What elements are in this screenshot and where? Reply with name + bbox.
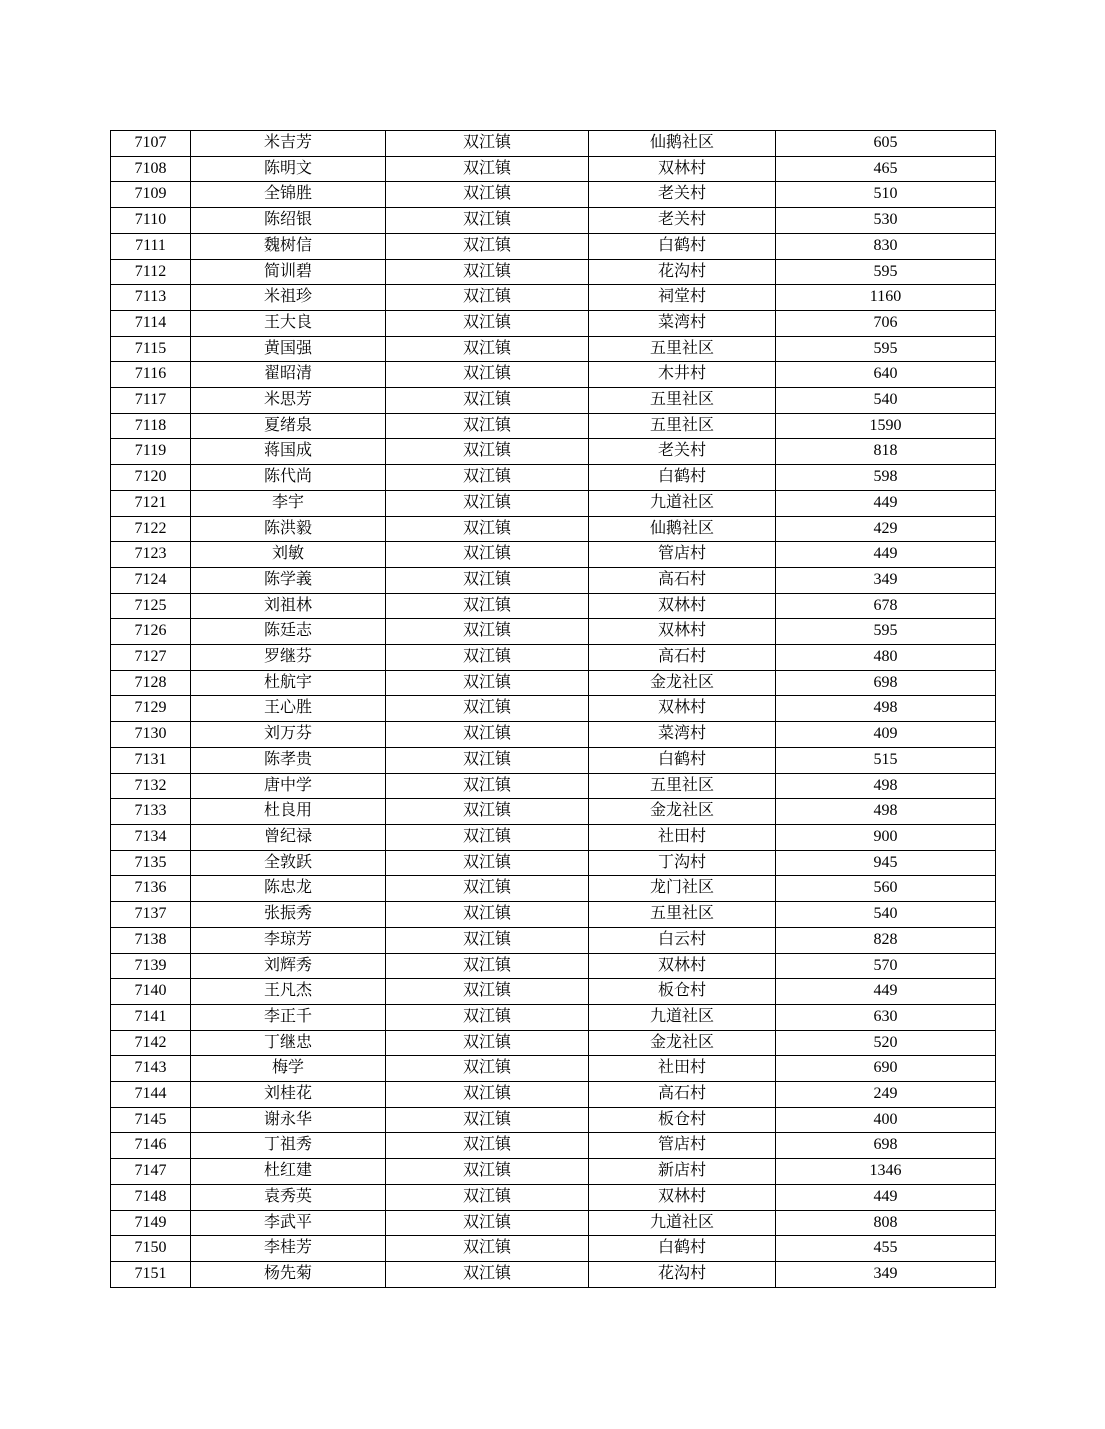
table-row <box>111 979 996 1005</box>
village-cell: 金龙社区 <box>589 1030 776 1056</box>
village-cell: 木井村 <box>589 362 776 388</box>
name-cell: 王大良 <box>191 310 386 336</box>
village-cell: 高石村 <box>589 645 776 671</box>
village-cell: 高石村 <box>589 567 776 593</box>
village-cell: 白鹤村 <box>589 465 776 491</box>
town-cell: 双江镇 <box>386 696 589 722</box>
table-row <box>111 902 996 928</box>
name-cell: 张振秀 <box>191 902 386 928</box>
amount-cell: 1160 <box>776 285 996 311</box>
village-cell: 双林村 <box>589 156 776 182</box>
town-cell: 双江镇 <box>386 1210 589 1236</box>
town-cell: 双江镇 <box>386 1082 589 1108</box>
town-cell: 双江镇 <box>386 516 589 542</box>
town-cell: 双江镇 <box>386 670 589 696</box>
amount-cell: 945 <box>776 850 996 876</box>
serial-number-cell: 7129 <box>111 696 191 722</box>
village-cell: 社田村 <box>589 824 776 850</box>
amount-cell: 400 <box>776 1107 996 1133</box>
town-cell: 双江镇 <box>386 156 589 182</box>
town-cell: 双江镇 <box>386 979 589 1005</box>
serial-number-cell: 7115 <box>111 336 191 362</box>
table-row <box>111 465 996 491</box>
amount-cell: 570 <box>776 953 996 979</box>
town-cell: 双江镇 <box>386 259 589 285</box>
amount-cell: 409 <box>776 722 996 748</box>
town-cell: 双江镇 <box>386 850 589 876</box>
village-cell: 五里社区 <box>589 413 776 439</box>
serial-number-cell: 7139 <box>111 953 191 979</box>
amount-cell: 449 <box>776 490 996 516</box>
table-row <box>111 259 996 285</box>
name-cell: 陈代尚 <box>191 465 386 491</box>
amount-cell: 540 <box>776 902 996 928</box>
serial-number-cell: 7142 <box>111 1030 191 1056</box>
village-cell: 花沟村 <box>589 259 776 285</box>
serial-number-cell: 7148 <box>111 1184 191 1210</box>
serial-number-cell: 7149 <box>111 1210 191 1236</box>
town-cell: 双江镇 <box>386 336 589 362</box>
serial-number-cell: 7145 <box>111 1107 191 1133</box>
serial-number-cell: 7144 <box>111 1082 191 1108</box>
village-cell: 九道社区 <box>589 490 776 516</box>
table-row <box>111 413 996 439</box>
town-cell: 双江镇 <box>386 824 589 850</box>
serial-number-cell: 7133 <box>111 799 191 825</box>
amount-cell: 349 <box>776 1261 996 1287</box>
table-row <box>111 490 996 516</box>
village-cell: 双林村 <box>589 953 776 979</box>
amount-cell: 449 <box>776 1184 996 1210</box>
village-cell: 白鹤村 <box>589 233 776 259</box>
town-cell: 双江镇 <box>386 645 589 671</box>
name-cell: 夏绪泉 <box>191 413 386 439</box>
town-cell: 双江镇 <box>386 799 589 825</box>
table-row <box>111 1159 996 1185</box>
serial-number-cell: 7126 <box>111 619 191 645</box>
amount-cell: 706 <box>776 310 996 336</box>
name-cell: 黄国强 <box>191 336 386 362</box>
amount-cell: 530 <box>776 208 996 234</box>
name-cell: 陈明文 <box>191 156 386 182</box>
amount-cell: 640 <box>776 362 996 388</box>
name-cell: 全锦胜 <box>191 182 386 208</box>
town-cell: 双江镇 <box>386 310 589 336</box>
table-row <box>111 953 996 979</box>
name-cell: 陈孝贵 <box>191 747 386 773</box>
town-cell: 双江镇 <box>386 465 589 491</box>
table-row <box>111 696 996 722</box>
table-row <box>111 593 996 619</box>
amount-cell: 480 <box>776 645 996 671</box>
amount-cell: 595 <box>776 336 996 362</box>
name-cell: 罗继芬 <box>191 645 386 671</box>
table-row <box>111 722 996 748</box>
village-cell: 板仓村 <box>589 979 776 1005</box>
name-cell: 袁秀英 <box>191 1184 386 1210</box>
amount-cell: 808 <box>776 1210 996 1236</box>
town-cell: 双江镇 <box>386 927 589 953</box>
village-cell: 五里社区 <box>589 388 776 414</box>
name-cell: 陈学義 <box>191 567 386 593</box>
table-row <box>111 362 996 388</box>
town-cell: 双江镇 <box>386 490 589 516</box>
serial-number-cell: 7146 <box>111 1133 191 1159</box>
village-cell: 白云村 <box>589 927 776 953</box>
table-row <box>111 1056 996 1082</box>
amount-cell: 630 <box>776 1004 996 1030</box>
table-row <box>111 439 996 465</box>
amount-cell: 449 <box>776 979 996 1005</box>
amount-cell: 249 <box>776 1082 996 1108</box>
village-cell: 九道社区 <box>589 1210 776 1236</box>
table-row <box>111 310 996 336</box>
village-cell: 双林村 <box>589 1184 776 1210</box>
table-row <box>111 799 996 825</box>
serial-number-cell: 7147 <box>111 1159 191 1185</box>
table-row <box>111 285 996 311</box>
name-cell: 李琼芳 <box>191 927 386 953</box>
village-cell: 老关村 <box>589 208 776 234</box>
table-row <box>111 182 996 208</box>
table-row <box>111 773 996 799</box>
amount-cell: 498 <box>776 773 996 799</box>
amount-cell: 698 <box>776 670 996 696</box>
village-cell: 仙鹅社区 <box>589 516 776 542</box>
village-cell: 双林村 <box>589 696 776 722</box>
town-cell: 双江镇 <box>386 619 589 645</box>
village-cell: 双林村 <box>589 593 776 619</box>
serial-number-cell: 7119 <box>111 439 191 465</box>
town-cell: 双江镇 <box>386 953 589 979</box>
town-cell: 双江镇 <box>386 1004 589 1030</box>
serial-number-cell: 7117 <box>111 388 191 414</box>
serial-number-cell: 7132 <box>111 773 191 799</box>
table-body <box>111 131 996 1288</box>
town-cell: 双江镇 <box>386 131 589 157</box>
name-cell: 米吉芳 <box>191 131 386 157</box>
serial-number-cell: 7137 <box>111 902 191 928</box>
serial-number-cell: 7109 <box>111 182 191 208</box>
name-cell: 李宇 <box>191 490 386 516</box>
amount-cell: 690 <box>776 1056 996 1082</box>
roster-table <box>110 130 996 1288</box>
name-cell: 李正千 <box>191 1004 386 1030</box>
town-cell: 双江镇 <box>386 1184 589 1210</box>
town-cell: 双江镇 <box>386 1030 589 1056</box>
name-cell: 刘祖林 <box>191 593 386 619</box>
village-cell: 五里社区 <box>589 336 776 362</box>
table-row <box>111 670 996 696</box>
serial-number-cell: 7112 <box>111 259 191 285</box>
amount-cell: 698 <box>776 1133 996 1159</box>
amount-cell: 830 <box>776 233 996 259</box>
town-cell: 双江镇 <box>386 593 589 619</box>
amount-cell: 498 <box>776 696 996 722</box>
name-cell: 陈绍银 <box>191 208 386 234</box>
amount-cell: 520 <box>776 1030 996 1056</box>
table-row <box>111 1004 996 1030</box>
amount-cell: 1590 <box>776 413 996 439</box>
village-cell: 社田村 <box>589 1056 776 1082</box>
amount-cell: 595 <box>776 259 996 285</box>
amount-cell: 818 <box>776 439 996 465</box>
amount-cell: 510 <box>776 182 996 208</box>
village-cell: 花沟村 <box>589 1261 776 1287</box>
village-cell: 管店村 <box>589 542 776 568</box>
serial-number-cell: 7111 <box>111 233 191 259</box>
village-cell: 高石村 <box>589 1082 776 1108</box>
village-cell: 五里社区 <box>589 773 776 799</box>
table-row <box>111 1210 996 1236</box>
town-cell: 双江镇 <box>386 233 589 259</box>
town-cell: 双江镇 <box>386 747 589 773</box>
town-cell: 双江镇 <box>386 876 589 902</box>
table-row <box>111 876 996 902</box>
village-cell: 管店村 <box>589 1133 776 1159</box>
serial-number-cell: 7120 <box>111 465 191 491</box>
serial-number-cell: 7141 <box>111 1004 191 1030</box>
table-row <box>111 1082 996 1108</box>
table-row <box>111 645 996 671</box>
table-row <box>111 1133 996 1159</box>
town-cell: 双江镇 <box>386 722 589 748</box>
name-cell: 丁祖秀 <box>191 1133 386 1159</box>
name-cell: 李武平 <box>191 1210 386 1236</box>
town-cell: 双江镇 <box>386 773 589 799</box>
town-cell: 双江镇 <box>386 388 589 414</box>
name-cell: 刘万芬 <box>191 722 386 748</box>
town-cell: 双江镇 <box>386 285 589 311</box>
town-cell: 双江镇 <box>386 413 589 439</box>
serial-number-cell: 7108 <box>111 156 191 182</box>
amount-cell: 349 <box>776 567 996 593</box>
serial-number-cell: 7124 <box>111 567 191 593</box>
village-cell: 金龙社区 <box>589 799 776 825</box>
serial-number-cell: 7121 <box>111 490 191 516</box>
amount-cell: 678 <box>776 593 996 619</box>
serial-number-cell: 7127 <box>111 645 191 671</box>
serial-number-cell: 7123 <box>111 542 191 568</box>
village-cell: 板仓村 <box>589 1107 776 1133</box>
name-cell: 丁继忠 <box>191 1030 386 1056</box>
town-cell: 双江镇 <box>386 439 589 465</box>
town-cell: 双江镇 <box>386 1056 589 1082</box>
amount-cell: 1346 <box>776 1159 996 1185</box>
amount-cell: 498 <box>776 799 996 825</box>
amount-cell: 598 <box>776 465 996 491</box>
name-cell: 杨先菊 <box>191 1261 386 1287</box>
name-cell: 米思芳 <box>191 388 386 414</box>
serial-number-cell: 7140 <box>111 979 191 1005</box>
table-row <box>111 850 996 876</box>
serial-number-cell: 7135 <box>111 850 191 876</box>
village-cell: 仙鹅社区 <box>589 131 776 157</box>
village-cell: 五里社区 <box>589 902 776 928</box>
town-cell: 双江镇 <box>386 1236 589 1262</box>
town-cell: 双江镇 <box>386 362 589 388</box>
table-row <box>111 1236 996 1262</box>
name-cell: 陈忠龙 <box>191 876 386 902</box>
serial-number-cell: 7114 <box>111 310 191 336</box>
serial-number-cell: 7131 <box>111 747 191 773</box>
serial-number-cell: 7122 <box>111 516 191 542</box>
town-cell: 双江镇 <box>386 567 589 593</box>
table-row <box>111 233 996 259</box>
name-cell: 刘辉秀 <box>191 953 386 979</box>
table-row <box>111 542 996 568</box>
serial-number-cell: 7118 <box>111 413 191 439</box>
amount-cell: 465 <box>776 156 996 182</box>
name-cell: 蒋国成 <box>191 439 386 465</box>
amount-cell: 515 <box>776 747 996 773</box>
serial-number-cell: 7151 <box>111 1261 191 1287</box>
amount-cell: 605 <box>776 131 996 157</box>
village-cell: 龙门社区 <box>589 876 776 902</box>
village-cell: 九道社区 <box>589 1004 776 1030</box>
serial-number-cell: 7125 <box>111 593 191 619</box>
town-cell: 双江镇 <box>386 1261 589 1287</box>
town-cell: 双江镇 <box>386 182 589 208</box>
serial-number-cell: 7143 <box>111 1056 191 1082</box>
amount-cell: 595 <box>776 619 996 645</box>
table-row <box>111 619 996 645</box>
name-cell: 杜航宇 <box>191 670 386 696</box>
amount-cell: 540 <box>776 388 996 414</box>
name-cell: 米祖珍 <box>191 285 386 311</box>
village-cell: 白鹤村 <box>589 747 776 773</box>
name-cell: 陈廷志 <box>191 619 386 645</box>
name-cell: 刘桂花 <box>191 1082 386 1108</box>
amount-cell: 429 <box>776 516 996 542</box>
name-cell: 翟昭清 <box>191 362 386 388</box>
name-cell: 魏树信 <box>191 233 386 259</box>
town-cell: 双江镇 <box>386 542 589 568</box>
serial-number-cell: 7113 <box>111 285 191 311</box>
village-cell: 祠堂村 <box>589 285 776 311</box>
name-cell: 陈洪毅 <box>191 516 386 542</box>
village-cell: 丁沟村 <box>589 850 776 876</box>
name-cell: 王凡杰 <box>191 979 386 1005</box>
name-cell: 曾纪禄 <box>191 824 386 850</box>
serial-number-cell: 7107 <box>111 131 191 157</box>
table-row <box>111 1107 996 1133</box>
table-row <box>111 388 996 414</box>
name-cell: 李桂芳 <box>191 1236 386 1262</box>
table-row <box>111 156 996 182</box>
village-cell: 新店村 <box>589 1159 776 1185</box>
town-cell: 双江镇 <box>386 902 589 928</box>
village-cell: 双林村 <box>589 619 776 645</box>
name-cell: 杜良用 <box>191 799 386 825</box>
serial-number-cell: 7128 <box>111 670 191 696</box>
serial-number-cell: 7134 <box>111 824 191 850</box>
village-cell: 老关村 <box>589 439 776 465</box>
serial-number-cell: 7116 <box>111 362 191 388</box>
table-row <box>111 824 996 850</box>
table-row <box>111 516 996 542</box>
table-row <box>111 567 996 593</box>
village-cell: 菜湾村 <box>589 722 776 748</box>
name-cell: 全敦跃 <box>191 850 386 876</box>
serial-number-cell: 7138 <box>111 927 191 953</box>
amount-cell: 900 <box>776 824 996 850</box>
table-row <box>111 927 996 953</box>
table-row <box>111 1030 996 1056</box>
village-cell: 老关村 <box>589 182 776 208</box>
amount-cell: 560 <box>776 876 996 902</box>
town-cell: 双江镇 <box>386 1159 589 1185</box>
amount-cell: 455 <box>776 1236 996 1262</box>
village-cell: 白鹤村 <box>589 1236 776 1262</box>
serial-number-cell: 7150 <box>111 1236 191 1262</box>
serial-number-cell: 7110 <box>111 208 191 234</box>
table-row <box>111 1261 996 1287</box>
name-cell: 梅学 <box>191 1056 386 1082</box>
table-row <box>111 208 996 234</box>
name-cell: 刘敏 <box>191 542 386 568</box>
amount-cell: 828 <box>776 927 996 953</box>
town-cell: 双江镇 <box>386 208 589 234</box>
village-cell: 金龙社区 <box>589 670 776 696</box>
serial-number-cell: 7130 <box>111 722 191 748</box>
table-row <box>111 336 996 362</box>
table-row <box>111 747 996 773</box>
village-cell: 菜湾村 <box>589 310 776 336</box>
town-cell: 双江镇 <box>386 1107 589 1133</box>
serial-number-cell: 7136 <box>111 876 191 902</box>
name-cell: 杜红建 <box>191 1159 386 1185</box>
table-row <box>111 1184 996 1210</box>
amount-cell: 449 <box>776 542 996 568</box>
name-cell: 王心胜 <box>191 696 386 722</box>
table-row <box>111 131 996 157</box>
town-cell: 双江镇 <box>386 1133 589 1159</box>
name-cell: 唐中学 <box>191 773 386 799</box>
name-cell: 简训碧 <box>191 259 386 285</box>
name-cell: 谢永华 <box>191 1107 386 1133</box>
